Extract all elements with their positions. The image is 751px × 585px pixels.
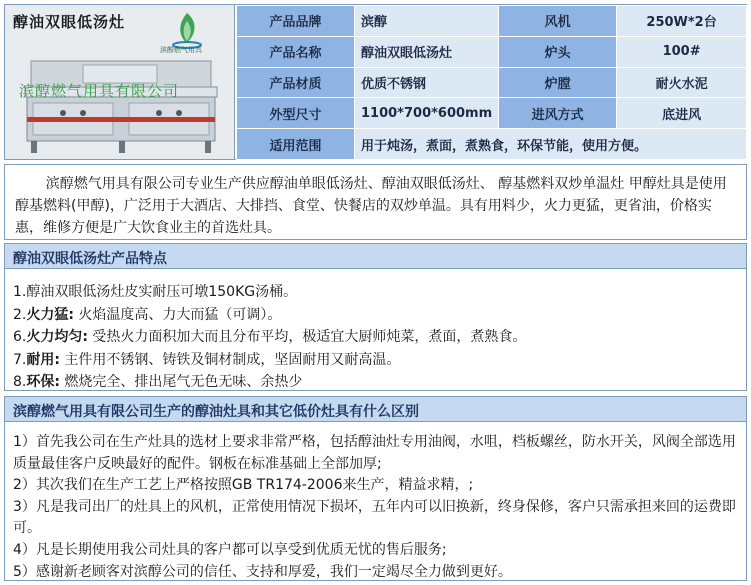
product-header — [4, 4, 747, 160]
spec-value: 250W*2台 — [617, 6, 747, 37]
spec-value: 用于炖汤，煮面，煮熟食，环保节能，使用方便。 — [355, 129, 747, 160]
list-item: 6.火力均匀: 受热火力面积加大而且分布平均，极适宜大厨师炖菜，煮面，煮熟食。 — [13, 329, 527, 346]
features-list — [4, 269, 747, 391]
spec-key: 产品材质 — [237, 67, 355, 98]
product-photo — [5, 5, 235, 159]
list-item: 2）其次我们在生产工艺上严格按照GB TR174-2006来生产，精益求精，; — [13, 477, 474, 494]
spec-table — [236, 5, 747, 160]
spec-key: 外型尺寸 — [237, 98, 355, 129]
logo-caption: 滨醇燃气用具 — [160, 46, 202, 54]
company-watermark: 滨醇燃气用具有限公司 — [19, 82, 180, 100]
spec-row — [237, 98, 747, 129]
list-item: 7.耐用: 主件用不锈钢、铸铁及铜材制成，坚固耐用又耐高温。 — [13, 351, 401, 368]
spec-value: 1100*700*600mm — [355, 98, 499, 129]
stove-illustration — [23, 57, 219, 155]
spec-key: 产品品牌 — [237, 6, 355, 37]
spec-key: 进风方式 — [499, 98, 617, 129]
spec-row — [237, 6, 747, 37]
list-item: 3）凡是我司出厂的灶具上的风机，正常使用情况下损坏，五年内可以旧换新，终身保修，客户只需承担来回的运费即可。 — [13, 498, 736, 537]
list-item: 1.醇油双眼低汤灶皮实耐压可墩150KG汤桶。 — [13, 284, 298, 300]
list-item: 8.环保: 燃烧完全、排出尾气无色无味、余热少 — [13, 374, 303, 391]
spec-value: 优质不锈钢 — [355, 67, 499, 98]
spec-value: 滨醇 — [355, 6, 499, 37]
spec-row-scope — [237, 129, 747, 160]
product-photo-title: 醇油双眼低汤灶 — [13, 13, 126, 31]
spec-row — [237, 67, 747, 98]
company-intro: 滨醇燃气用具有限公司专业生产供应醇油单眼低汤灶、醇油双眼低汤灶、 醇基燃料双炒单温灶 甲醇灶具是使用醇基燃料(甲醇)，广泛用于大酒店、大排挡、食堂、快餐店的双炒单温。具有用料少，火力更猛，更省油，价格实惠，维修方便是广大饮食业主的首选灶具。 — [4, 164, 747, 240]
spec-value: 耐火水泥 — [617, 67, 747, 98]
list-item: 1）首先我公司在生产灶具的选材上要求非常严格，包括醇油灶专用油阀，水咀，档板螺丝，防水开关，风阀全部选用质量最佳客户反映最好的配件。钢板在标准基础上全部加厚; — [13, 434, 736, 472]
spec-key: 炉膛 — [499, 67, 617, 98]
difference-heading: 滨醇燃气用具有限公司生产的醇油灶具和其它低价灶具有什么区别 — [4, 396, 747, 422]
spec-value: 醇油双眼低汤灶 — [355, 36, 499, 67]
spec-key: 产品名称 — [237, 36, 355, 67]
features-heading: 醇油双眼低汤灶产品特点 — [4, 243, 747, 269]
spec-key: 炉头 — [499, 36, 617, 67]
list-item: 5）感谢新老顾客对滨醇公司的信任、支持和厚爱，我们一定竭尽全力做到更好。 — [13, 563, 512, 580]
spec-value: 底进风 — [617, 98, 747, 129]
list-item: 2.火力猛: 火焰温度高、力大而猛（可调）。 — [13, 306, 282, 323]
spec-row — [237, 36, 747, 67]
list-item: 4）凡是长期使用我公司灶具的客户都可以享受到优质无忧的售后服务; — [13, 541, 447, 558]
difference-list — [4, 422, 747, 581]
spec-value: 100# — [617, 36, 747, 67]
spec-key: 适用范围 — [237, 129, 355, 160]
brand-logo-icon — [167, 9, 207, 49]
spec-key: 风机 — [499, 6, 617, 37]
